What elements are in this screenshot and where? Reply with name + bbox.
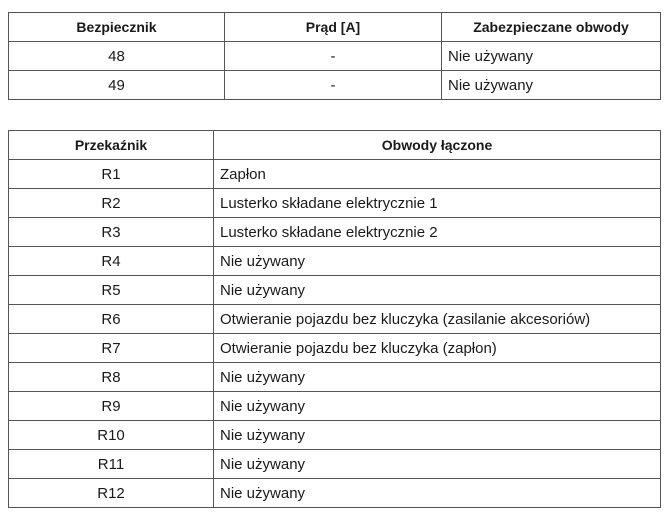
fuse-circuits: Nie używany: [442, 42, 661, 71]
relay-table-header-row: [9, 131, 661, 160]
relay-id: R3: [9, 218, 214, 247]
table-row: [9, 160, 661, 189]
fuse-number: 48: [9, 42, 225, 71]
relay-id: R12: [9, 479, 214, 508]
relay-circuits: Lusterko składane elektrycznie 2: [214, 218, 661, 247]
table-row: [9, 247, 661, 276]
relay-circuits: Otwieranie pojazdu bez kluczyka (zapłon): [214, 334, 661, 363]
fuse-header-fuse: Bezpiecznik: [9, 13, 225, 42]
relay-circuits: Nie używany: [214, 363, 661, 392]
table-row: [9, 392, 661, 421]
fuse-number: 49: [9, 71, 225, 100]
relay-id: R8: [9, 363, 214, 392]
table-row: [9, 421, 661, 450]
table-row: [9, 450, 661, 479]
fuse-header-circuits: Zabezpieczane obwody: [442, 13, 661, 42]
relay-circuits: Zapłon: [214, 160, 661, 189]
relay-circuits: Nie używany: [214, 247, 661, 276]
relay-id: R4: [9, 247, 214, 276]
relay-id: R11: [9, 450, 214, 479]
relay-table: [8, 130, 661, 508]
table-row: [9, 71, 661, 100]
relay-id: R9: [9, 392, 214, 421]
table-row: [9, 218, 661, 247]
relay-id: R6: [9, 305, 214, 334]
fuse-current: -: [225, 71, 442, 100]
table-row: [9, 479, 661, 508]
relay-header-relay: Przekaźnik: [9, 131, 214, 160]
relay-circuits: Nie używany: [214, 421, 661, 450]
table-row: [9, 363, 661, 392]
fuse-table-header-row: [9, 13, 661, 42]
fuse-current: -: [225, 42, 442, 71]
relay-circuits: Lusterko składane elektrycznie 1: [214, 189, 661, 218]
relay-id: R1: [9, 160, 214, 189]
relay-id: R2: [9, 189, 214, 218]
relay-circuits: Nie używany: [214, 392, 661, 421]
relay-circuits: Nie używany: [214, 450, 661, 479]
table-row: [9, 305, 661, 334]
table-row: [9, 189, 661, 218]
relay-id: R10: [9, 421, 214, 450]
relay-id: R5: [9, 276, 214, 305]
relay-circuits: Nie używany: [214, 479, 661, 508]
relay-header-circuits: Obwody łączone: [214, 131, 661, 160]
fuse-table: [8, 12, 661, 100]
fuse-circuits: Nie używany: [442, 71, 661, 100]
relay-circuits: Nie używany: [214, 276, 661, 305]
table-row: [9, 334, 661, 363]
fuse-header-current: Prąd [A]: [225, 13, 442, 42]
relay-circuits: Otwieranie pojazdu bez kluczyka (zasilanie akcesoriów): [214, 305, 661, 334]
table-row: [9, 276, 661, 305]
relay-id: R7: [9, 334, 214, 363]
table-row: [9, 42, 661, 71]
